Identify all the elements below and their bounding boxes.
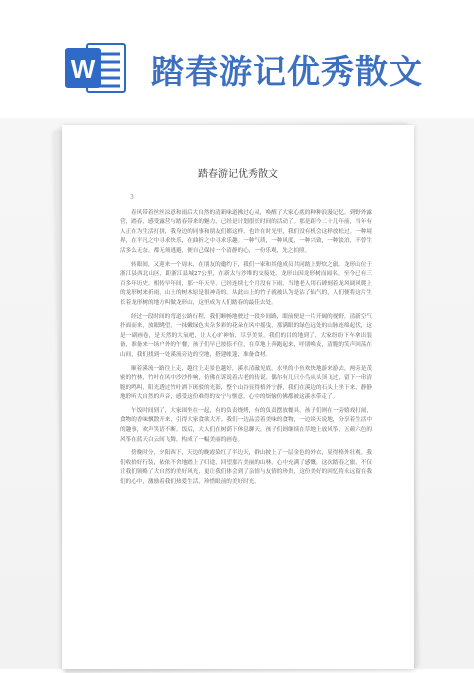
paragraph: 傍晚时分，夕阳西下，天边的晚霞染红了半边天，群山披上了一层金色的外衣，显得格外壮观。我们收拾好行装，依依不舍地踏上了归途，回望那片美丽的山林，心中充满了感慨。这次踏春之旅，不仅让我们领略了大自然的美好风光，更让我们体会到了亲情与友情的珍贵，这份美好的回忆将永远留在我们的心中，激励着我们热爱生活，珍惜眼前的美好时光。 xyxy=(120,450,372,486)
paragraph: 春风带着丝丝凉意和雨后大自然的清新味道拂过心灵，唤醒了大家心底的种种浪漫记忆。到野外露营，踏春，感受露营与踏春带来的魅力，已经是计划很长时间的活动了。那是距今二十几年前，当年有人正在为生活打拼，我身边的同事和朋友们都这样，也许在时光里，我们没有机会这样放松过。一种境界，在平凡之中寻求快乐，在曲折之中寻求乐趣。一种气质，一种风度，一种兴致，一种淡泊，不曾生活多么无奈，都无须逃避，便自己保持一个清静的心，一份乐观，先之拍照。 xyxy=(120,209,372,254)
document-title: 踏春游记优秀散文 xyxy=(198,169,278,180)
paragraph: 顺着溪流一路往上走，越往上走景色越好，溪水清澈见底，水里的小鱼欢快地游来游去，两旁是茂密的竹林，竹叶在风中沙沙作响，仿佛在诉说着古老的传说。偶尔有几只小鸟从头顶飞过，留下一串清脆的鸣叫，阳光透过竹叶洒下斑驳的光影，整个山谷显得格外宁静，我们在溪边的石头上坐下来，静静地聆听大自然的声音，感受这份难得的安宁与惬意，心中的烦恼仿佛都被这溪水带走了。 xyxy=(120,365,372,401)
document-body xyxy=(120,193,372,492)
paragraph: 午饭时间到了，大家围坐在一起，有的负责烧烤，有的负责摆放餐具，孩子们则在一旁嬉戏打闹，食物的香味飘散开来，引得大家食欲大开。我们一边品尝着美味的食物，一边谈天说地，分享着生活中的趣事，欢声笑语不断。饭后，大人们在树荫下休息聊天，孩子们则继续在草地上放风筝，五颜六色的风筝在蓝天白云间飞舞，构成了一幅美丽的画卷。 xyxy=(120,407,372,443)
paragraph: 经过一段时间的弯道公路行程，我们顺畅地驶过一段乡间路，眼前便是一片开阔的视野，清新空气扑面而来，放眼眺望，一抹嫩绿色夹杂多彩的花朵在风中摇曳，那满眼的绿色远处的山脉连绵起伏，这是一副画卷，是天然的大氧吧，让人心旷神怡，尽享美景。我们的目的地到了，大家纷纷下车拿出装备，准备来一场户外的午餐，孩子们早已按捺不住，在草地上奔跑起来，呼朋唤友，清脆的笑声回荡在山间，我们找到一处溪流旁边的空地，搭建帐篷，准备食材。 xyxy=(120,313,372,358)
document-page xyxy=(62,125,414,669)
paragraph: 转眼间，又迎来一个周末，在朋友的邀约下，我们一家和其他成员共同踏上野炊之旅。龙形山位于浙江县西北山区，距浙江县城27公里，在新太与沙堆的交接处，龙形山因龙形树而闻名。至今已有三百多年历史。相传早年间，那一年天旱，已经连续七个月没有下雨，当地老人用石碑刻着龙风调风爬上的龙形树来祈雨，山上的树木原是很神奇的。从此山上的竹子就被认为是沾了仙气的，人们便将这片生长着龙形树的地方叫做龙形山，这里成为人们踏春的最佳去处。 xyxy=(120,261,372,306)
word-logo-letter: W xyxy=(70,54,96,84)
banner xyxy=(0,0,474,128)
page-title: 踏春游记优秀散文 xyxy=(151,52,423,91)
paragraph-mark: 3 xyxy=(130,194,134,201)
word-document-icon xyxy=(65,40,127,96)
